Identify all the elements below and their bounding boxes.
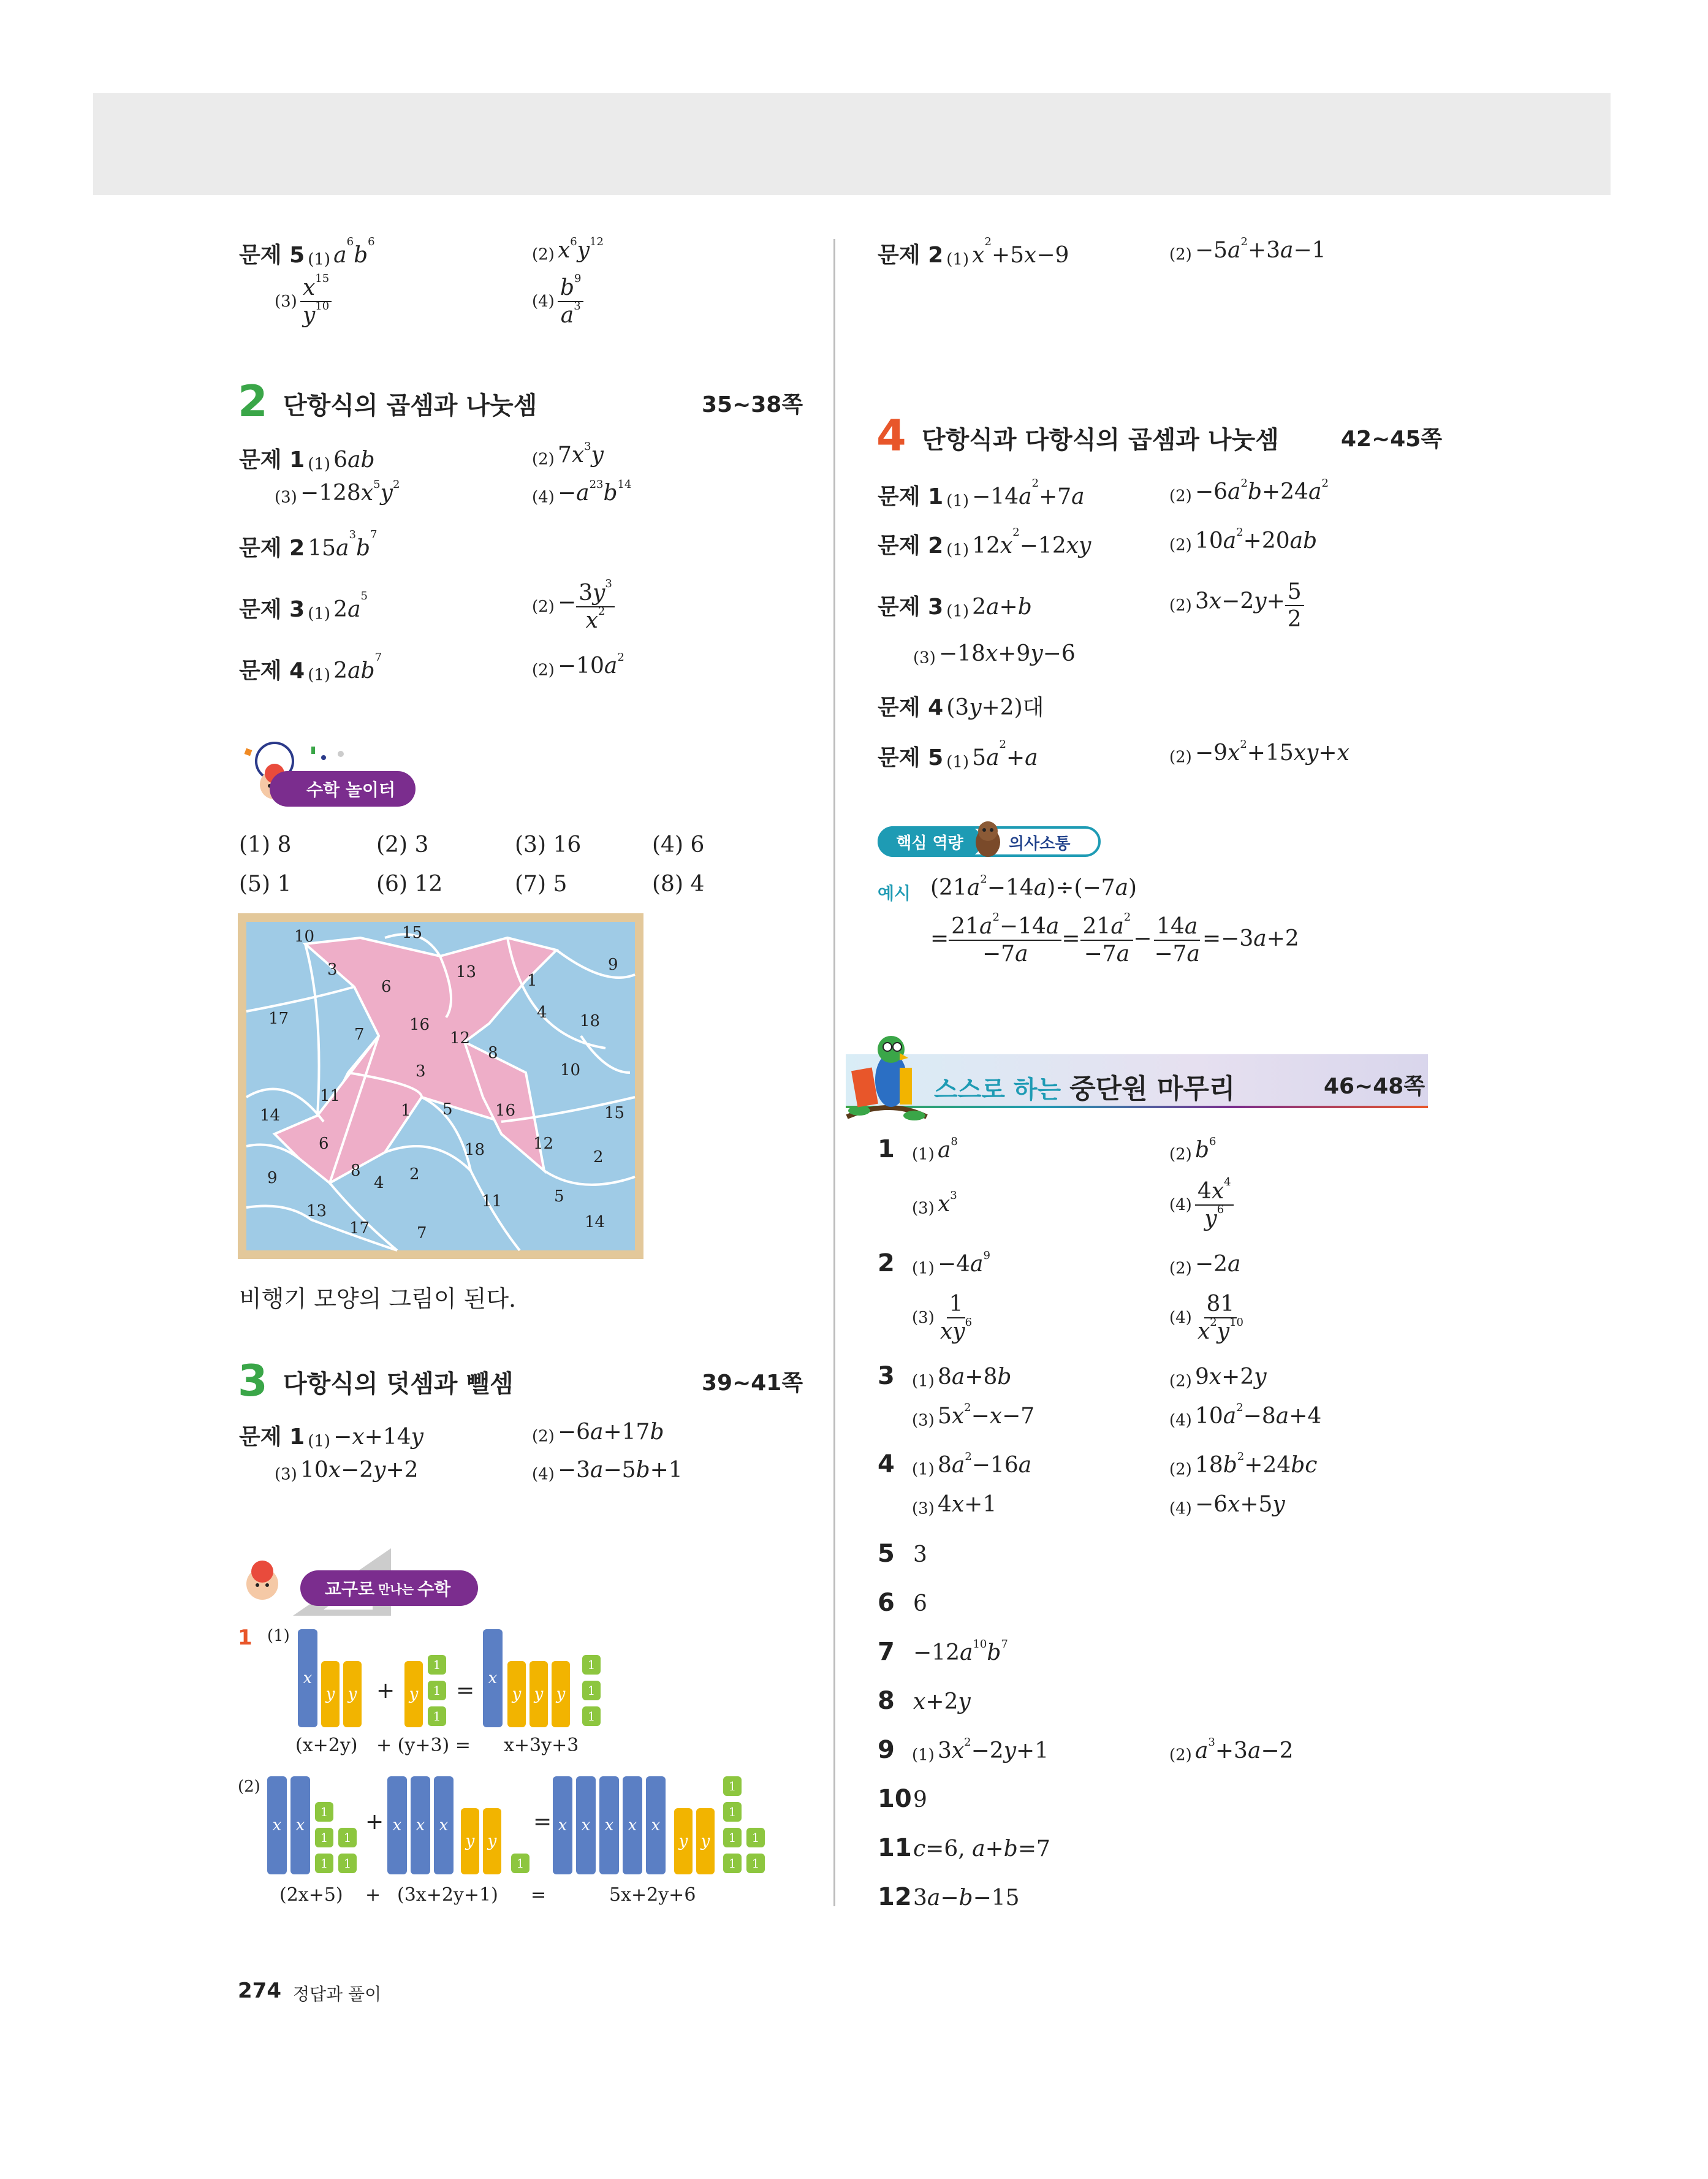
- cap2-c: (3x+2y+1): [397, 1884, 498, 1906]
- cap1-c: x+3y+3: [504, 1735, 579, 1756]
- rev-7: $-12a^{10}b^7$: [913, 1638, 1008, 1665]
- plus-sign: +: [376, 1678, 395, 1703]
- puzzle-num: 16: [495, 1101, 516, 1120]
- tool-num: 1: [238, 1626, 252, 1650]
- rev-1-3: (3) $x^3$: [912, 1189, 957, 1218]
- rev-num-3: 3: [878, 1362, 895, 1390]
- puzzle-num: 11: [482, 1192, 503, 1211]
- rev-8: x+2y: [913, 1689, 971, 1714]
- rev-11: c=6, a+b=7: [913, 1836, 1050, 1861]
- tool-s1: (1): [267, 1627, 290, 1645]
- section-3-title: 다항식의 덧셈과 뺄셈: [283, 1370, 514, 1398]
- rev-num-2: 2: [878, 1249, 895, 1277]
- tool-s2: (2): [238, 1778, 260, 1796]
- puzzle-num: 9: [608, 956, 618, 974]
- tile-one: 1: [428, 1681, 446, 1700]
- tile-one: 1: [746, 1828, 765, 1847]
- rev-3-4: (4) $10a^2-8a+4$: [1169, 1401, 1322, 1430]
- rev-1-2: (2) $b^6$: [1169, 1135, 1216, 1164]
- play-item-7: (7) 5: [515, 872, 567, 897]
- s2-q3-2: (2) − $\frac{3y^3}{x^2}$: [532, 580, 615, 634]
- puzzle-num: 13: [456, 963, 477, 981]
- section-4-pages: 42~45쪽: [1341, 427, 1443, 452]
- s4-q2: 문제 2 (1) $12x^2-12xy$: [878, 526, 1091, 560]
- tile-x: x: [599, 1776, 619, 1874]
- rev-10: 9: [913, 1787, 927, 1812]
- section-3-pages: 39~41쪽: [702, 1371, 803, 1396]
- section-2-title: 단항식의 곱셈과 나눗셈: [283, 392, 537, 420]
- tile-one: 1: [428, 1706, 446, 1726]
- tile-x: x: [553, 1776, 572, 1874]
- s2-q4-2: $(2) -10a^2$: [532, 651, 624, 680]
- core-badge-2: 의사소통: [1009, 835, 1071, 853]
- rev-3-2: (2) 9x+2y: [1169, 1364, 1267, 1391]
- puzzle-num: 2: [409, 1165, 420, 1184]
- s3-q1: 문제 1 (1) −x+14y: [239, 1424, 423, 1451]
- s3-q1-2: (2) −6a+17b: [532, 1420, 664, 1446]
- airplane-puzzle: [238, 913, 643, 1259]
- rev-6: 6: [913, 1591, 927, 1616]
- rev-9-2: (2) $a^3+3a-2$: [1169, 1736, 1294, 1765]
- puzzle-num: 12: [450, 1029, 471, 1048]
- header-band: [93, 93, 1611, 195]
- tool-badge: 교구로 만나는 수학: [300, 1570, 478, 1606]
- s2-q1: 문제 1 (1) 6ab: [239, 447, 375, 474]
- tile-one: 1: [511, 1854, 529, 1873]
- cap2-a: (2x+5): [279, 1884, 343, 1906]
- parrot-icon: [841, 1025, 933, 1129]
- rev-1-4: (4) $\frac{4x^4}{y^6}$: [1169, 1178, 1234, 1232]
- s4-q1-2: $(2) -6a^2b+24a^2$: [1169, 477, 1329, 506]
- play-item-1: (1) 8: [239, 832, 292, 858]
- s2-q2: 문제 2 $15a^3b^7$: [239, 528, 378, 561]
- play-item-3: (3) 16: [515, 832, 582, 858]
- rev-1-1: (1) $a^8$: [912, 1135, 958, 1164]
- tile-y: y: [552, 1661, 570, 1727]
- section-2-pages: 35~38쪽: [702, 392, 803, 417]
- dog-icon: [970, 814, 1006, 861]
- s2-q3: 문제 3 (1) $2a^5$: [239, 590, 368, 623]
- puzzle-num: 7: [417, 1224, 427, 1242]
- rev-9-1: (1) $3x^2-2y+1$: [912, 1736, 1049, 1765]
- s4-q3-3: (3) −18x+9y−6: [913, 641, 1076, 667]
- tile-one: 1: [338, 1828, 357, 1847]
- s2-q1-3: $(3) -128x^5y^2$: [275, 478, 400, 507]
- plus-sign: +: [365, 1809, 384, 1835]
- play-item-5: (5) 1: [239, 872, 292, 897]
- tile-one: 1: [315, 1854, 333, 1873]
- rev-num-12: 12: [878, 1883, 912, 1911]
- tile-y: y: [507, 1661, 526, 1727]
- s4-q3: 문제 3 (1) 2a+b: [878, 595, 1032, 621]
- page-number: 274: [238, 1979, 281, 2003]
- puzzle-num: 5: [554, 1187, 564, 1206]
- q5-ans3: (3) $\frac{x^{15}}{y^{10}}$: [275, 275, 332, 329]
- equals-sign: =: [533, 1809, 552, 1835]
- review-title: 스스로 하는 중단원 마무리: [934, 1073, 1235, 1105]
- puzzle-num: 6: [381, 978, 392, 996]
- tile-y: y: [343, 1661, 362, 1727]
- section-4-heading: 4: [876, 411, 906, 461]
- tile-x: x: [434, 1776, 454, 1874]
- q5-row1: 문제 5 (1) $a^6b^6$: [239, 235, 375, 269]
- rev-num-11: 11: [878, 1834, 912, 1862]
- s4-q2-2: (2) $10a^2+20ab$: [1169, 526, 1318, 555]
- tile-y: y: [696, 1808, 715, 1874]
- rev-num-8: 8: [878, 1687, 895, 1715]
- tile-one: 1: [723, 1828, 742, 1847]
- puzzle-num: 18: [580, 1012, 601, 1030]
- rev-4-3: (3) 4x+1: [912, 1492, 997, 1518]
- tile-y: y: [674, 1808, 693, 1874]
- q2-top-2: $(2) -5a^2+3a-1$: [1169, 235, 1326, 264]
- s2-q1-4: $(4) -a^{23}b^{14}$: [532, 478, 632, 507]
- tile-one: 1: [315, 1802, 333, 1822]
- rev-num-9: 9: [878, 1736, 895, 1764]
- rev-4-1: (1) $8a^2-16a$: [912, 1450, 1032, 1479]
- cap2-e: 5x+2y+6: [609, 1884, 696, 1906]
- tile-x: x: [290, 1776, 310, 1874]
- rev-5: 3: [913, 1542, 927, 1567]
- s2-q1-2: (2) $7x^3y$: [532, 440, 604, 469]
- cap2-d: =: [531, 1884, 547, 1906]
- puzzle-num: 9: [267, 1169, 278, 1187]
- play-item-2: (2) 3: [376, 832, 429, 858]
- puzzle-num: 1: [401, 1101, 411, 1120]
- puzzle-num: 4: [374, 1174, 384, 1192]
- tile-y: y: [404, 1661, 423, 1727]
- column-divider: [833, 239, 835, 1906]
- rev-12: 3a−b−15: [913, 1885, 1020, 1911]
- puzzle-num: 18: [465, 1141, 485, 1159]
- example-label: 예시: [878, 883, 911, 903]
- tile-one: 1: [315, 1828, 333, 1847]
- tile-one: 1: [338, 1854, 357, 1873]
- tile-one: 1: [723, 1802, 742, 1822]
- cap1-a: (x+2y): [295, 1735, 358, 1756]
- tile-one: 1: [723, 1854, 742, 1873]
- section-2-heading: 2: [238, 376, 268, 427]
- review-underline: [846, 1106, 1428, 1108]
- puzzle-num: 13: [306, 1202, 327, 1220]
- rev-num-5: 5: [878, 1540, 895, 1568]
- s3-q1-3: (3) 10x−2y+2: [275, 1458, 419, 1484]
- puzzle-num: 15: [604, 1104, 625, 1122]
- puzzle-num: 8: [488, 1044, 498, 1062]
- puzzle-num: 15: [402, 924, 423, 942]
- tile-y: y: [483, 1808, 501, 1874]
- puzzle-num: 17: [349, 1219, 370, 1238]
- tile-one: 1: [428, 1655, 446, 1675]
- tile-x: x: [646, 1776, 666, 1874]
- section-3-heading: 3: [238, 1356, 268, 1406]
- puzzle-num: 12: [533, 1135, 554, 1153]
- rev-2-2: (2) −2a: [1169, 1252, 1241, 1278]
- rev-num-6: 6: [878, 1589, 895, 1617]
- play-item-6: (6) 12: [376, 872, 443, 897]
- tile-one: 1: [582, 1681, 601, 1700]
- rev-num-10: 10: [878, 1785, 912, 1813]
- rev-num-1: 1: [878, 1135, 895, 1163]
- puzzle-num: 8: [351, 1162, 361, 1180]
- rev-3-1: (1) 8a+8b: [912, 1364, 1012, 1391]
- tile-y: y: [321, 1661, 340, 1727]
- puzzle-num: 14: [260, 1106, 281, 1125]
- rev-3-3: (3) $5x^2-x-7$: [912, 1401, 1035, 1430]
- s4-q4: 문제 4 (3y+2)대: [878, 695, 1044, 720]
- puzzle-num: 6: [319, 1135, 329, 1153]
- rev-num-7: 7: [878, 1638, 895, 1666]
- tile-y: y: [529, 1661, 548, 1727]
- cap1-b: + (y+3) =: [376, 1735, 471, 1756]
- puzzle-num: 3: [416, 1062, 426, 1081]
- example-line1: $(21a^2-14a)\div(-7a)$: [930, 873, 1137, 900]
- section-4-title: 단항식과 다항식의 곱셈과 나눗셈: [922, 426, 1279, 454]
- puzzle-num: 4: [537, 1003, 547, 1022]
- q5-ans4: (4) $\frac{b^9}{a^3}$: [532, 275, 583, 329]
- q2-top: 문제 2 (1) $x^2+5x-9$: [878, 235, 1069, 269]
- puzzle-num: 17: [268, 1010, 289, 1028]
- review-pages: 46~48쪽: [1324, 1074, 1425, 1099]
- tile-x: x: [483, 1629, 503, 1727]
- play-item-4: (4) 6: [652, 832, 705, 858]
- puzzle-num: 10: [294, 927, 315, 946]
- puzzle-num: 2: [593, 1148, 604, 1166]
- s2-q4: 문제 4 (1) $2ab^7$: [239, 651, 382, 685]
- tile-one: 1: [582, 1706, 601, 1726]
- puzzle-num: 16: [409, 1016, 430, 1034]
- tile-x: x: [267, 1776, 287, 1874]
- play-badge: 수학 놀이터: [270, 771, 416, 807]
- rev-num-4: 4: [878, 1450, 895, 1478]
- equals-sign: =: [456, 1678, 475, 1703]
- puzzle-num: 1: [527, 972, 537, 990]
- rev-2-1: $(1) -4a^9$: [912, 1249, 990, 1278]
- tile-x: x: [411, 1776, 430, 1874]
- puzzle-num: 11: [320, 1087, 341, 1105]
- rev-2-4: (4) $\frac{81}{x^2y^{10}}$: [1169, 1291, 1243, 1345]
- q5-ans2: (2) $x^6y^{12}$: [532, 235, 604, 264]
- tile-one: 1: [746, 1854, 765, 1873]
- q5-label: 문제 5: [239, 243, 305, 268]
- puzzle-num: 3: [327, 960, 338, 979]
- s4-q5-2: $(2) -9x^2+15xy+x$: [1169, 738, 1349, 767]
- puzzle-num: 14: [585, 1213, 605, 1231]
- s4-q1: 문제 1 $(1) -14a^2+7a$: [878, 477, 1085, 511]
- play-item-8: (8) 4: [652, 872, 705, 897]
- footer-text: 정답과 풀이: [293, 1984, 382, 2004]
- tile-y: y: [461, 1808, 479, 1874]
- puzzle-num: 5: [442, 1100, 453, 1119]
- s3-q1-4: (4) −3a−5b+1: [532, 1458, 683, 1484]
- tile-one: 1: [582, 1655, 601, 1675]
- play-caption: 비행기 모양의 그림이 된다.: [239, 1285, 517, 1312]
- s4-q3-2: (2) 3x−2y+ $\frac{5}{2}$: [1169, 579, 1304, 633]
- tile-x: x: [387, 1776, 407, 1874]
- example-line2: = $\frac{21a^2-14a}{-7a}$ = $\frac{21a^2}{-7a}$ − $\frac{14a}{-7a}$ =−3a+2: [930, 911, 1299, 967]
- tile-x: x: [623, 1776, 642, 1874]
- puzzle-num: 10: [560, 1061, 581, 1079]
- cap2-b: +: [365, 1884, 381, 1906]
- core-badge-1: 핵심 역량: [878, 826, 982, 857]
- tile-x: x: [298, 1629, 317, 1727]
- rev-2-3: (3) $\frac{1}{xy^6}$: [912, 1291, 973, 1345]
- s4-q5: 문제 5 (1) $5a^2+a$: [878, 738, 1038, 772]
- puzzle-num: 7: [354, 1025, 365, 1044]
- tile-x: x: [576, 1776, 596, 1874]
- rev-4-2: (2) $18b^2+24bc$: [1169, 1450, 1318, 1479]
- tile-one: 1: [723, 1776, 742, 1796]
- rev-4-4: (4) −6x+5y: [1169, 1492, 1285, 1518]
